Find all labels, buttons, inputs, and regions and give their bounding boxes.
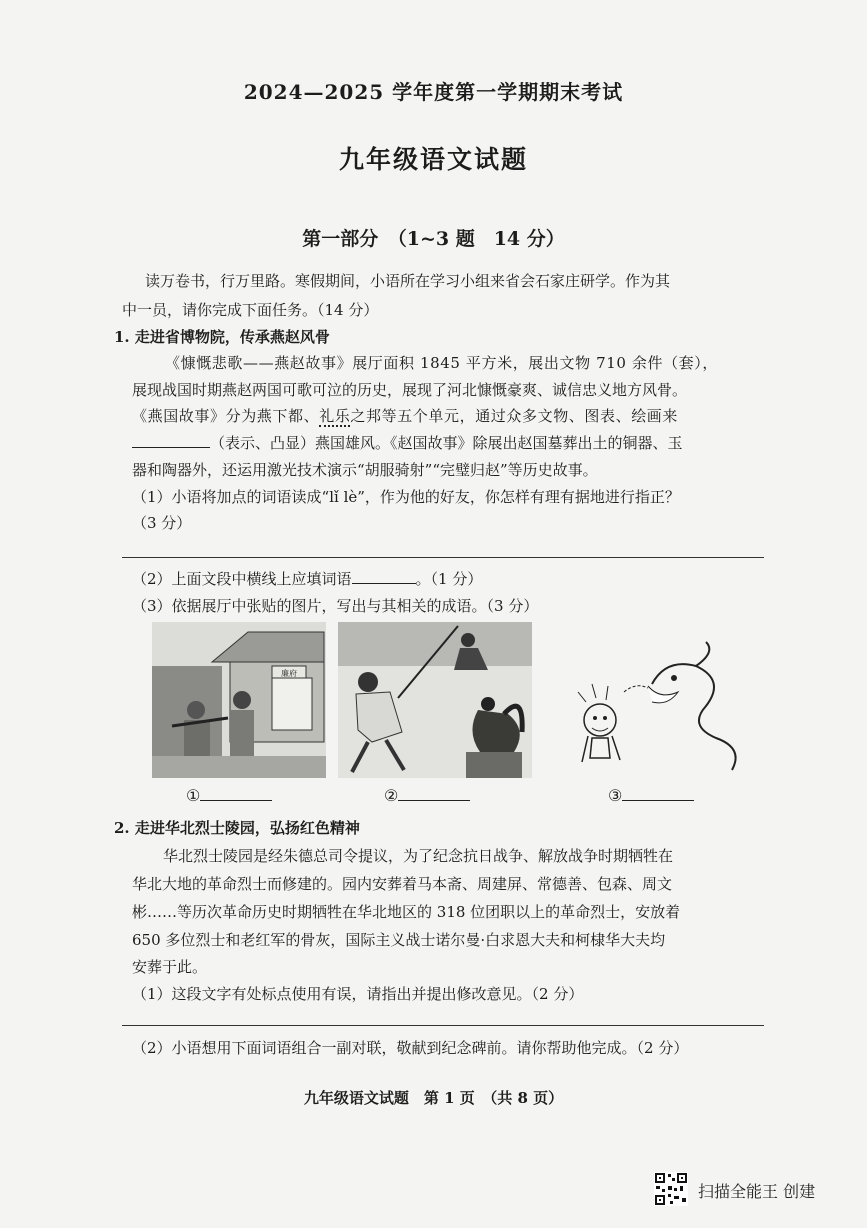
q2-para-line-5: 安葬于此。: [132, 958, 208, 976]
q2-para-line-4: 650 多位烈士和老红军的骨灰，国际主义战士诺尔曼·白求恩大夫和柯棣华大夫均: [132, 931, 666, 949]
scanner-watermark: 扫描全能王 创建: [698, 1182, 816, 1201]
caption-1: ①: [186, 786, 272, 805]
dotted-word: 礼乐: [319, 407, 351, 425]
qr-code-icon: [654, 1172, 688, 1206]
q2-para-line-1: 华北烈士陵园是经朱德总司令提议，为了纪念抗日战争、解放战争时期牺牲在: [163, 847, 674, 865]
sword-rooster-drawing: [338, 622, 532, 778]
exam-title: 2024—2025 学年度第一学期期末考试: [243, 80, 624, 104]
q2-heading: 2. 走进华北烈士陵园，弘扬红色精神: [114, 819, 360, 837]
q1-heading: 1. 走进省博物院，传承燕赵风骨: [114, 328, 330, 346]
illustration-dragon-cartoon: [556, 622, 752, 778]
q1-para-line-4: （表示、凸显）燕国雄风。《赵国故事》除展出赵国墓葬出土的铜器、玉: [132, 432, 683, 453]
caption-2-blank[interactable]: [398, 788, 470, 801]
q2-para-line-3: 彬……等历次革命历史时期牺牲在华北地区的 318 位团职以上的革命烈士，安放着: [132, 903, 681, 921]
intro-line-2: 中一员，请你完成下面任务。（14 分）: [122, 301, 379, 319]
part-title: 第一部分 （1~3 题 14 分）: [302, 228, 565, 250]
q1-sub1-question: （1）小语将加点的词语读成“lǐ lè”，作为他的好友，你怎样有理有据地进行指正？: [132, 488, 680, 506]
page-footer: 九年级语文试题 第 1 页 （共 8 页）: [303, 1089, 564, 1107]
gate-scene-drawing: [152, 622, 326, 778]
q1-para-line-2: 展现战国时期燕赵两国可歌可泣的历史，展现了河北慷慨豪爽、诚信忠义地方风骨。: [132, 381, 688, 399]
q1-sub2-blank[interactable]: [352, 569, 416, 584]
paper-title: 九年级语文试题: [338, 145, 528, 174]
illustration-gate-scene: [152, 622, 326, 778]
caption-3: ③: [608, 786, 694, 805]
q1-sub3-question: （3）依据展厅中张贴的图片，写出与其相关的成语。（3 分）: [132, 597, 539, 615]
q2-sub1-question: （1）这段文字有处标点使用有误，请指出并提出修改意见。（2 分）: [132, 985, 584, 1003]
caption-2: ②: [384, 786, 470, 805]
q1-sub1-points: （3 分）: [132, 514, 192, 532]
caption-3-blank[interactable]: [622, 788, 694, 801]
caption-1-blank[interactable]: [200, 788, 272, 801]
intro-line-1: 读万卷书，行万里路。寒假期间，小语所在学习小组来省会石家庄研学。作为其: [145, 272, 671, 290]
fill-blank[interactable]: [132, 433, 210, 448]
q2-sub2-question: （2）小语想用下面词语组合一副对联，敬献到纪念碑前。请你帮助他完成。（2 分）: [132, 1039, 689, 1057]
q1-sub2-question: （2）上面文段中横线上应填词语 。（1 分）: [132, 570, 483, 588]
q1-para-line-1: 《慷慨悲歌——燕赵故事》展厅面积 1845 平方米，展出文物 710 余件（套），: [165, 354, 718, 372]
q1-para-line-5: 器和陶器外，还运用激光技术演示“胡服骑射”“完璧归赵”等历史故事。: [132, 461, 598, 479]
q1-sub1-answer-line[interactable]: [122, 557, 764, 558]
q1-para-line-3: 《燕国故事》分为燕下都、礼乐之邦等五个单元，通过众多文物、图表、绘画来: [132, 407, 679, 425]
q2-para-line-2: 华北大地的革命烈士而修建的。园内安葬着马本斋、周建屏、常德善、包森、周文: [132, 875, 673, 893]
sign-text: 廉府: [281, 669, 297, 678]
q2-sub1-answer-line[interactable]: [122, 1025, 764, 1026]
dragon-cartoon-drawing: [556, 622, 752, 778]
illustration-sword-rooster: [338, 622, 532, 778]
